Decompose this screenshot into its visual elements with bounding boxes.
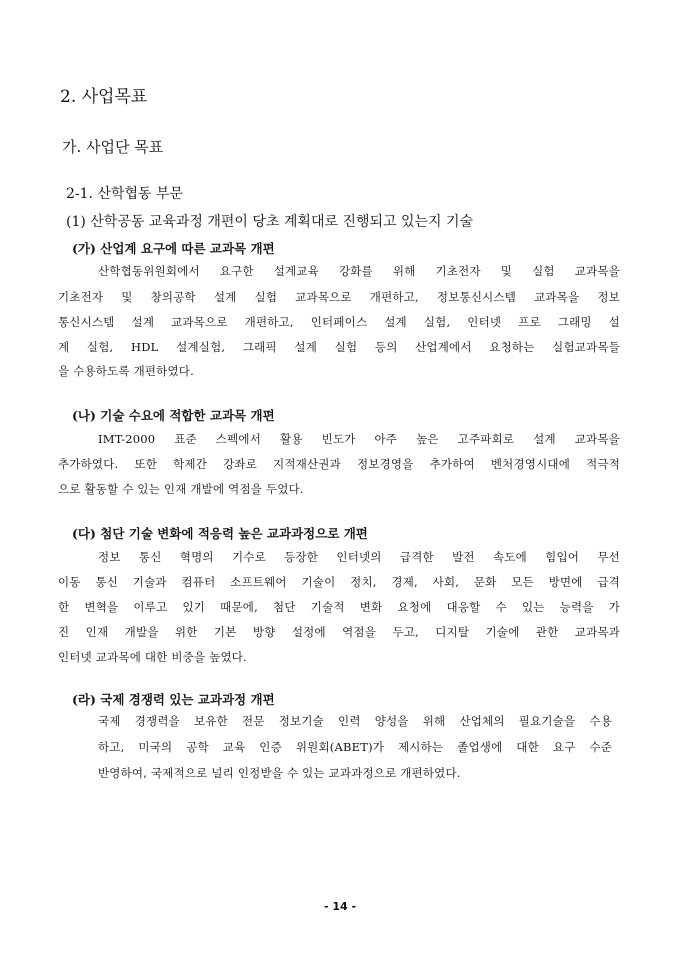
section-title-ra: (라) 국제 경쟁력 있는 교과과정 개편	[72, 692, 275, 707]
section-title-da: (다) 첨단 기술 변화에 적응력 높은 교과과정으로 개편	[72, 526, 368, 541]
page-number: - 14 -	[323, 900, 357, 913]
paragraph-line: 한 변혁을 이루고 있기 때문에, 첨단 기술적 변화 요청에 대응할 수 있는 능력을 가	[58, 600, 620, 614]
paragraph-line: 을 수용하도록 개편하였다.	[58, 364, 194, 378]
paragraph-line: IMT-2000 표준 스펙에서 활용 빈도가 아주 높은 고주파회로 설계 교과목을	[98, 432, 620, 446]
paragraph-line: 국제 경쟁력을 보유한 전문 정보기술 인력 양성을 위해 산업체의 필요기술을 수용	[98, 714, 612, 728]
paragraph-line: 반영하여, 국제적으로 널리 인정받을 수 있는 교과과정으로 개편하였다.	[98, 766, 461, 780]
paragraph-line: 통신시스템 설계 교과목으로 개편하고, 인터페이스 설계 실험, 인터넷 프로 그래밍 설	[58, 315, 620, 329]
paragraph-line: 추가하였다. 또한 학제간 강좌로 지적재산권과 정보경영을 추가하여 벤처경영시대에 적극적	[58, 457, 620, 471]
section-title-ga: (가) 산업계 요구에 따른 교과목 개편	[72, 241, 275, 256]
paragraph-line: 진 인재 개발을 위한 기본 방향 설정에 역점을 두고, 디지탈 기술에 관한 교과목과	[58, 625, 620, 639]
paragraph-line: 정보 통신 혁명의 기수로 등장한 인터넷의 급격한 발전 속도에 힘입어 무선	[98, 550, 620, 564]
page-heading-section: 2. 사업목표	[60, 87, 148, 107]
paragraph-line: 이동 통신 기술과 컴퓨터 소프트웨어 기술이 정치, 경제, 사회, 문화 모든 방면에 급격	[58, 575, 620, 589]
subsection-heading: 가. 사업단 목표	[62, 138, 164, 156]
paragraph-line: 하고, 미국의 공학 교육 인증 위원회(ABET)가 제시하는 졸업생에 대한 요구 수준	[98, 740, 612, 754]
paragraph-line: 계 실험, HDL 설계실험, 그래픽 설계 실험 등의 산업계에서 요청하는 실험교과목들	[58, 340, 620, 354]
paragraph-line: 기초전자 및 창의공학 설계 실험 교과목으로 개편하고, 정보통신시스템 교과목을 정보	[58, 290, 620, 304]
paragraph-line: 인터넷 교과목에 대한 비중을 높였다.	[58, 650, 247, 664]
part-heading: 2-1. 산학협동 부문	[66, 186, 184, 202]
paragraph-line: 산학협동위원회에서 요구한 설계교육 강화를 위해 기초전자 및 실험 교과목을	[98, 264, 620, 278]
paragraph-line: 으로 활동할 수 있는 인재 개발에 역점을 두었다.	[58, 482, 304, 496]
item-heading: (1) 산학공동 교육과정 개편이 당초 계획대로 진행되고 있는지 기술	[66, 214, 474, 230]
section-title-na: (나) 기술 수요에 적합한 교과목 개편	[72, 408, 275, 423]
